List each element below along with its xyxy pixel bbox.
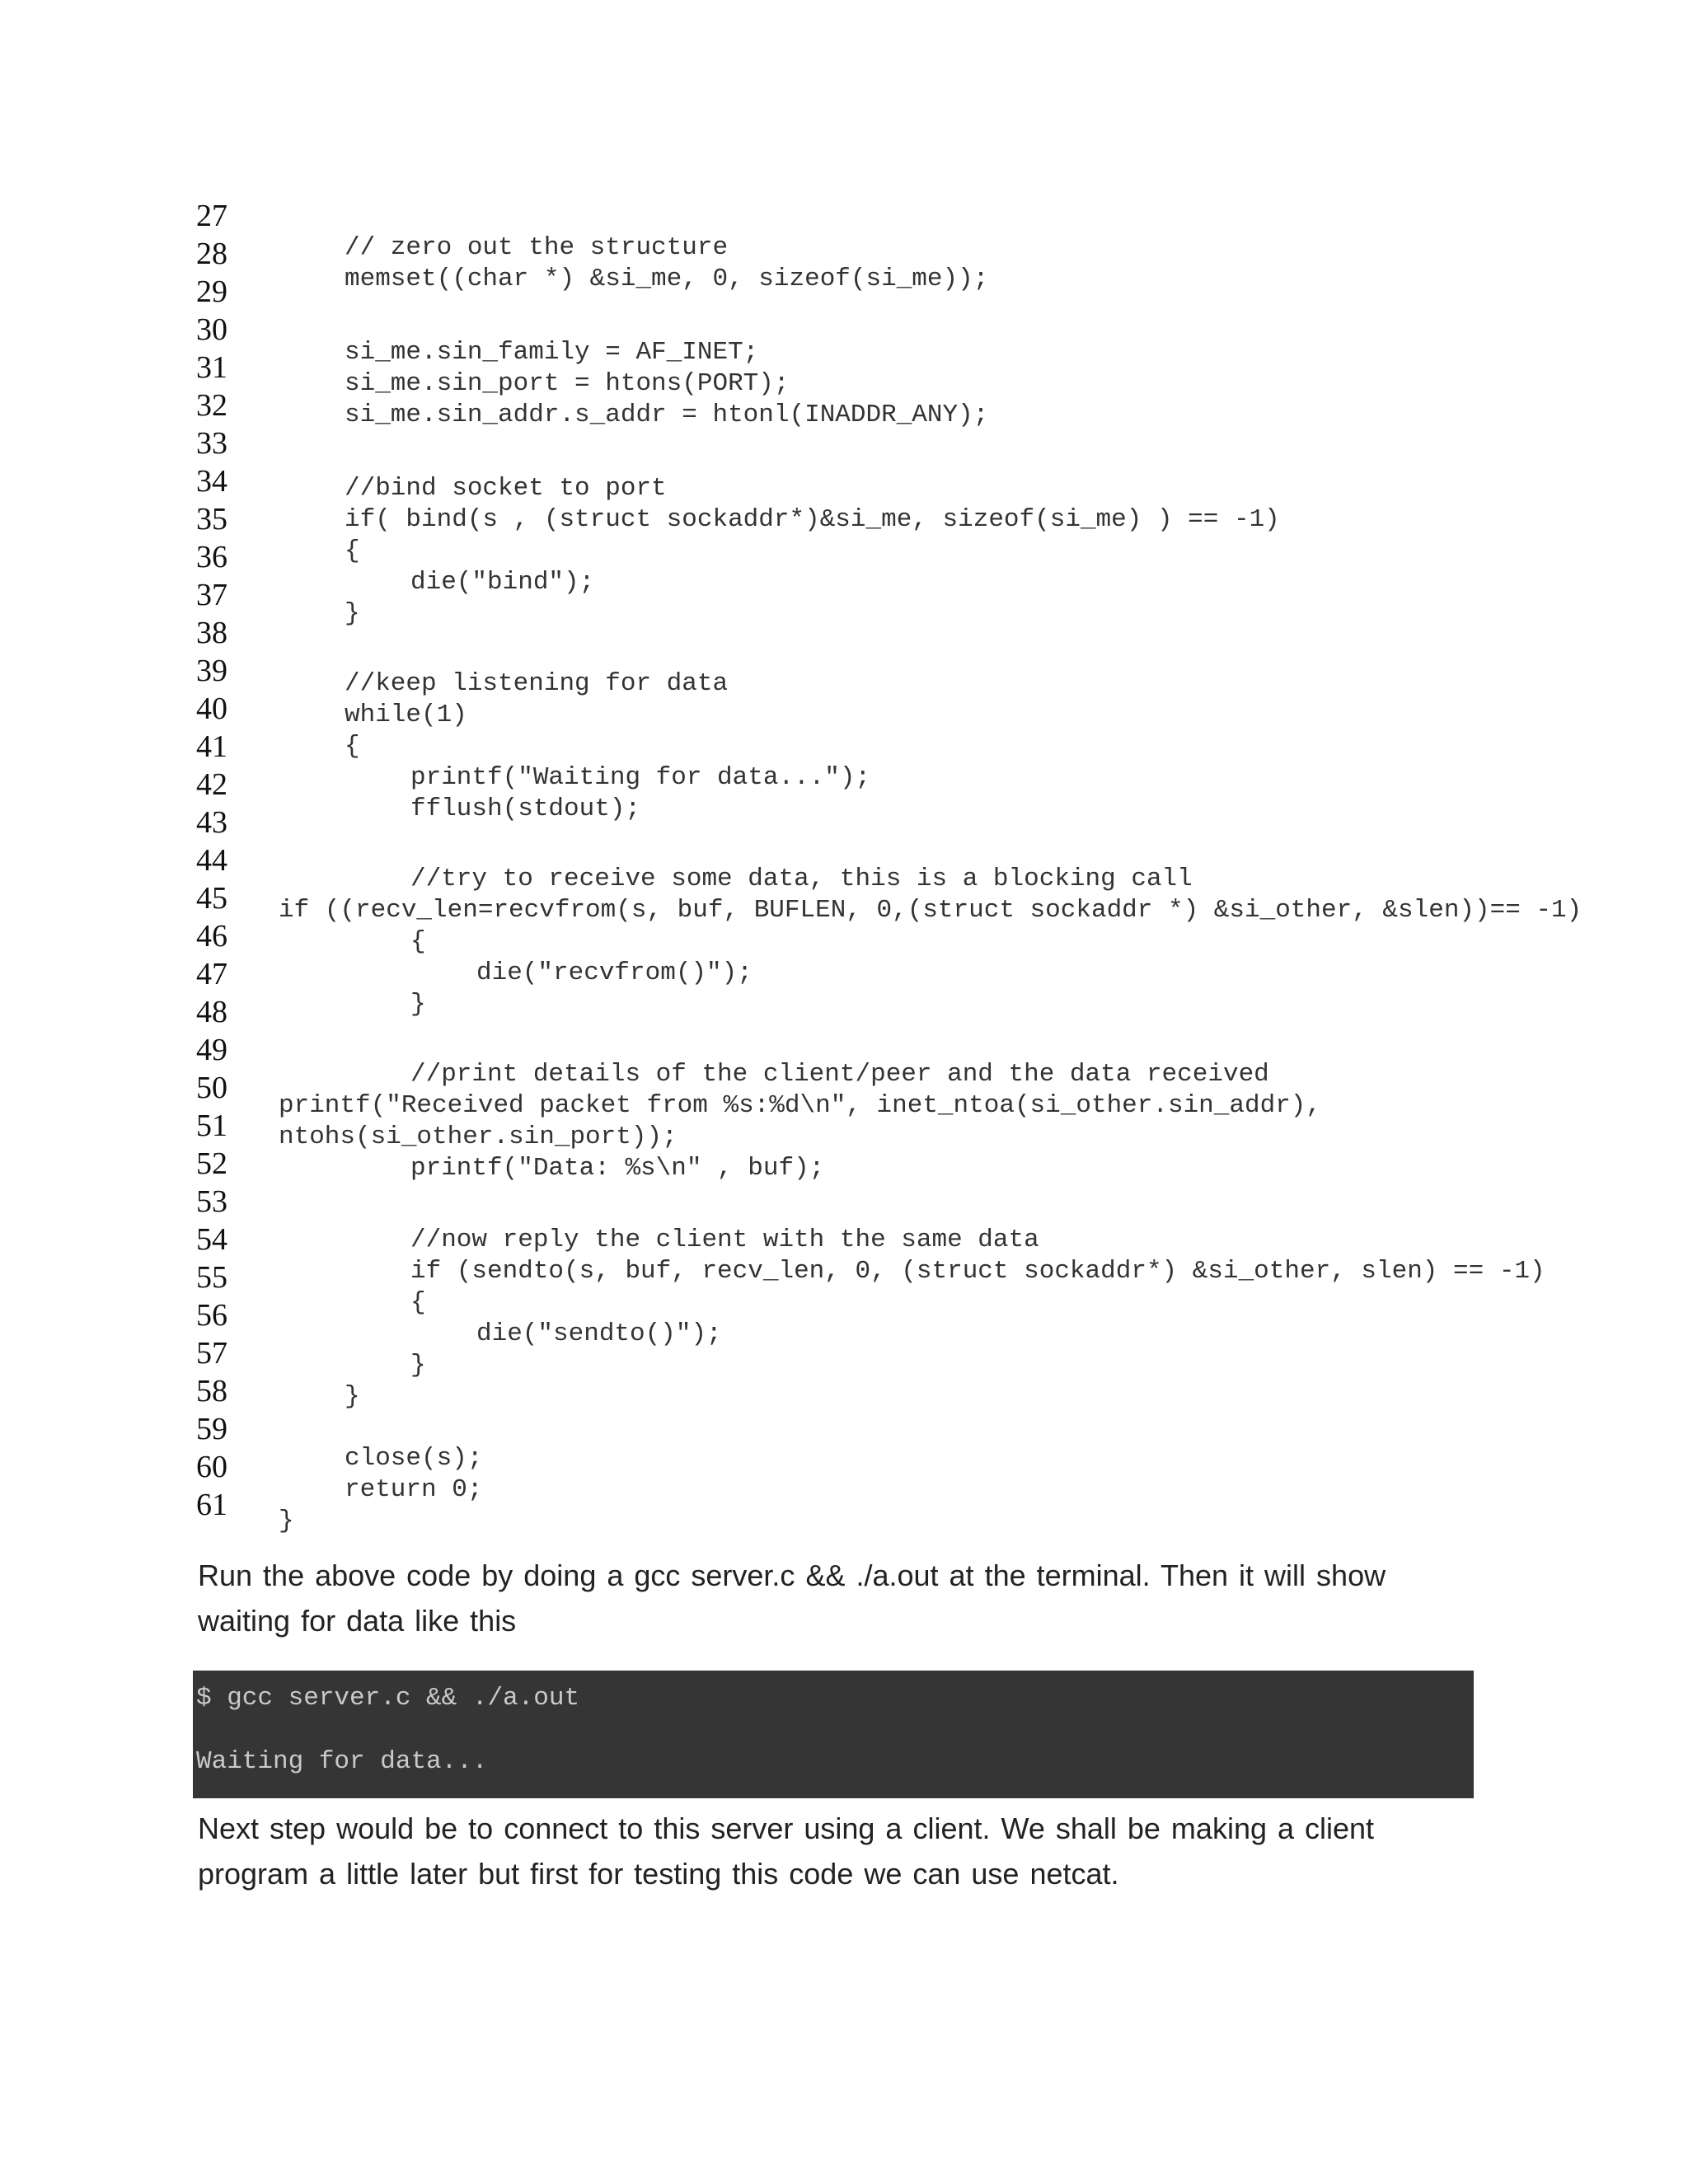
code-line: //keep listening for data — [345, 669, 729, 698]
line-number: 27 — [196, 199, 227, 233]
code-line: if (sendto(s, buf, recv_len, 0, (struct sockaddr*) &si_other, slen) == -1) — [410, 1257, 1545, 1286]
paragraph-next-step: Next step would be to connect to this server using a client. We shall be making a client program a little later but first for testing this code we can use netcat. — [198, 1811, 1375, 1891]
paragraph-run-instructions: Run the above code by doing a gcc server.c && ./a.out at the terminal. Then it will show waiting for data like this — [198, 1558, 1386, 1638]
code-line: //bind socket to port — [345, 474, 667, 503]
code-line: die("recvfrom()"); — [476, 958, 753, 987]
line-number: 31 — [196, 350, 227, 385]
terminal-command-line: $ gcc server.c && ./a.out — [196, 1684, 580, 1713]
code-line: //try to receive some data, this is a blocking call — [410, 865, 1193, 893]
line-number: 30 — [196, 312, 227, 347]
line-number: 32 — [196, 388, 227, 423]
line-number: 28 — [196, 237, 227, 271]
code-line: if( bind(s , (struct sockaddr*)&si_me, sizeof(si_me) ) == -1) — [345, 505, 1280, 534]
line-number: 49 — [196, 1033, 227, 1067]
code-line: { — [345, 537, 360, 565]
line-number: 29 — [196, 274, 227, 309]
code-line: } — [410, 990, 426, 1019]
code-line: } — [345, 599, 360, 628]
code-line: if ((recv_len=recvfrom(s, buf, BUFLEN, 0,(struct sockaddr *) &si_other, &slen))== -1) — [279, 896, 1582, 925]
line-number: 58 — [196, 1374, 227, 1408]
line-number: 61 — [196, 1488, 227, 1522]
line-number: 35 — [196, 502, 227, 537]
code-line: { — [410, 927, 426, 956]
code-line: return 0; — [345, 1475, 483, 1504]
line-number: 54 — [196, 1222, 227, 1257]
code-line: ntohs(si_other.sin_port)); — [279, 1122, 678, 1151]
line-number: 37 — [196, 578, 227, 612]
line-number: 59 — [196, 1412, 227, 1446]
code-line: die("bind"); — [410, 568, 595, 597]
line-number: 33 — [196, 426, 227, 461]
code-line: { — [345, 732, 360, 761]
code-line: //print details of the client/peer and the data received — [410, 1060, 1269, 1089]
line-number: 39 — [196, 654, 227, 688]
line-number: 46 — [196, 919, 227, 954]
terminal-output-block — [193, 1671, 1474, 1798]
code-line: si_me.sin_family = AF_INET; — [345, 338, 759, 367]
line-number: 52 — [196, 1146, 227, 1181]
code-line: printf("Waiting for data..."); — [410, 763, 871, 792]
line-number: 56 — [196, 1298, 227, 1333]
code-line: //now reply the client with the same data — [410, 1226, 1039, 1254]
line-number: 43 — [196, 805, 227, 840]
line-number: 44 — [196, 843, 227, 878]
code-line: printf("Data: %s\n" , buf); — [410, 1154, 825, 1183]
code-line: { — [410, 1288, 426, 1317]
code-line: si_me.sin_port = htons(PORT); — [345, 369, 790, 398]
code-line: printf("Received packet from %s:%d\n", inet_ntoa(si_other.sin_addr), — [279, 1091, 1322, 1120]
line-number: 45 — [196, 881, 227, 916]
code-line: } — [279, 1507, 294, 1535]
line-number: 36 — [196, 540, 227, 574]
line-number: 38 — [196, 616, 227, 650]
line-number: 51 — [196, 1108, 227, 1143]
line-number: 55 — [196, 1260, 227, 1295]
line-number: 41 — [196, 729, 227, 764]
code-line: si_me.sin_addr.s_addr = htonl(INADDR_ANY); — [345, 401, 989, 429]
code-line: die("sendto()"); — [476, 1319, 722, 1348]
line-number: 53 — [196, 1184, 227, 1219]
line-number: 47 — [196, 957, 227, 991]
code-line: fflush(stdout); — [410, 794, 641, 823]
code-line: memset((char *) &si_me, 0, sizeof(si_me)); — [345, 265, 989, 293]
line-number: 50 — [196, 1071, 227, 1105]
terminal-output-line: Waiting for data... — [196, 1747, 488, 1776]
line-number: 34 — [196, 464, 227, 499]
line-number: 48 — [196, 995, 227, 1029]
code-line: } — [410, 1351, 426, 1380]
code-line: while(1) — [345, 701, 467, 729]
code-line: close(s); — [345, 1444, 483, 1473]
line-number: 42 — [196, 767, 227, 802]
line-number: 60 — [196, 1450, 227, 1484]
code-line: // zero out the structure — [345, 233, 729, 262]
line-number: 40 — [196, 691, 227, 726]
line-number: 57 — [196, 1336, 227, 1371]
code-line: } — [345, 1382, 360, 1411]
